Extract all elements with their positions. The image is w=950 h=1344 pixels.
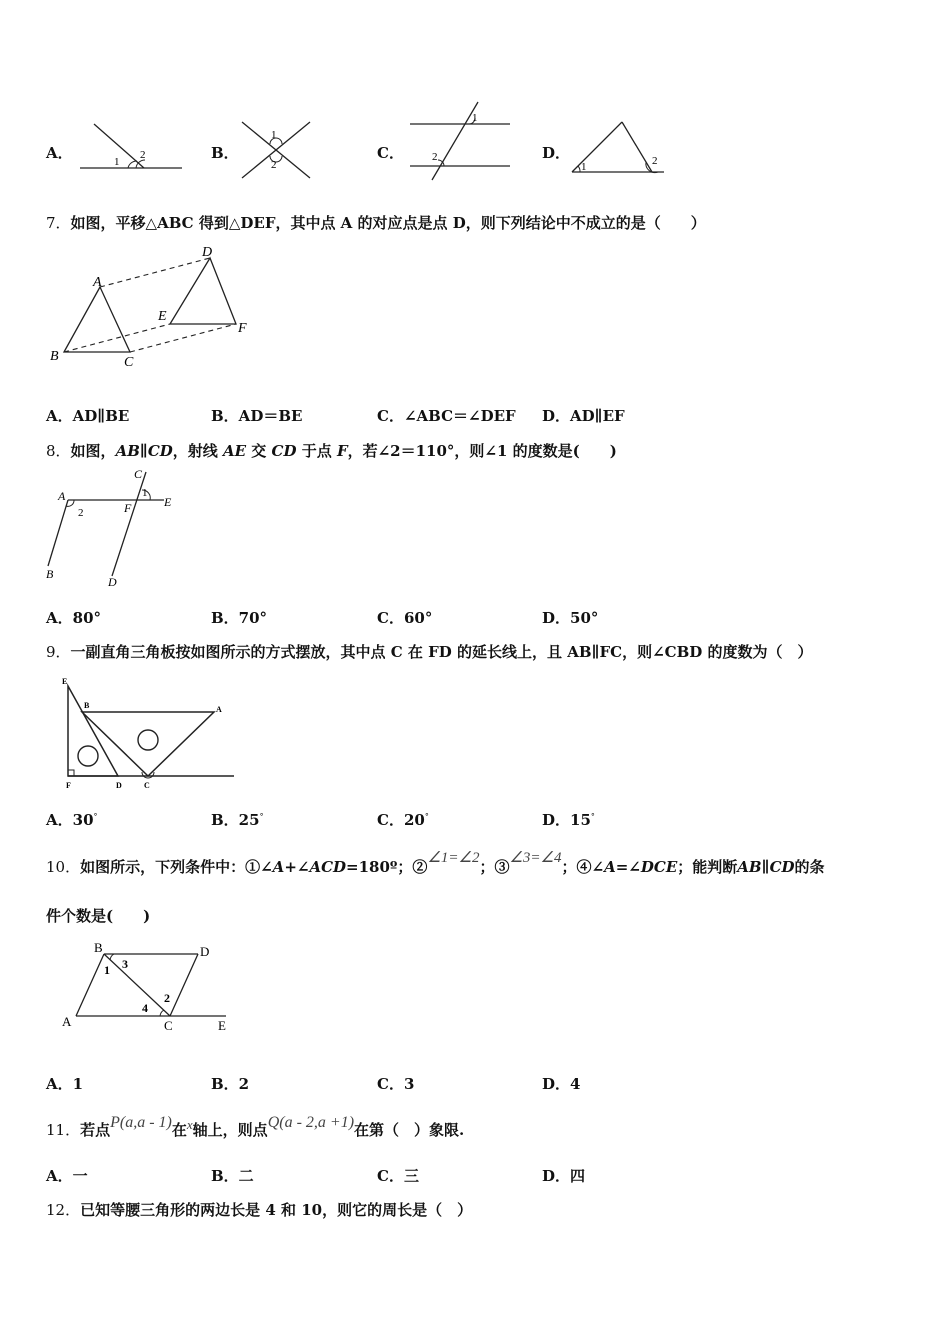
- q10-stem: 10．如图所示，下列条件中：①∠A+∠ACD=180º；②∠1=∠2；③∠3=∠4；④∠A=∠DCE；能判断AB∥CD的条: [46, 850, 825, 876]
- q6b-label-2: 2: [271, 159, 277, 171]
- q6a-label-1: 1: [114, 156, 120, 168]
- svg-text:E: E: [164, 495, 172, 509]
- svg-text:C: C: [124, 355, 134, 370]
- q11-stem: 11．若点P(a,a - 1)在x轴上，则点Q(a - 2,a +1)在第（ ）象限.: [46, 1114, 465, 1139]
- q9-option-c[interactable]: C．20°: [377, 811, 429, 829]
- q6b-label-1: 1: [271, 129, 277, 141]
- svg-text:C: C: [134, 467, 143, 481]
- q11-option-d[interactable]: D．四: [542, 1167, 586, 1185]
- q9-option-a[interactable]: A．30°: [46, 811, 98, 829]
- q6-option-c-figure: [408, 100, 514, 184]
- svg-text:B: B: [46, 567, 54, 581]
- q8-option-c[interactable]: C．60°: [377, 609, 433, 627]
- q8-option-b[interactable]: B．70°: [211, 609, 268, 627]
- svg-text:A: A: [62, 1014, 72, 1029]
- svg-text:E: E: [218, 1018, 226, 1033]
- q6c-label-1: 1: [472, 112, 478, 124]
- q10-option-c[interactable]: C．3: [377, 1075, 415, 1093]
- q8-stem: 8．如图，AB∥CD，射线 AE 交 CD 于点 F，若∠2＝110°，则∠1 的度数是( ): [46, 442, 617, 460]
- svg-text:A: A: [216, 705, 222, 714]
- svg-text:A: A: [93, 275, 102, 290]
- svg-text:B: B: [84, 701, 90, 710]
- svg-text:D: D: [116, 781, 122, 790]
- svg-text:1: 1: [104, 963, 110, 977]
- q6-option-d-figure: [568, 118, 668, 176]
- q12-stem: 12．已知等腰三角形的两边长是 4 和 10，则它的周长是（ ）: [46, 1201, 473, 1219]
- svg-text:F: F: [238, 321, 247, 336]
- q6d-label-2: 2: [652, 155, 658, 167]
- svg-text:B: B: [94, 940, 103, 955]
- svg-text:1: 1: [142, 487, 148, 499]
- q6a-label-2: 2: [140, 149, 146, 161]
- q9-figure: [60, 672, 240, 792]
- q11-option-b[interactable]: B．二: [211, 1167, 254, 1185]
- q6-option-d-label: D．: [542, 144, 571, 162]
- q10-option-b[interactable]: B．2: [211, 1075, 250, 1093]
- svg-text:4: 4: [142, 1001, 148, 1015]
- q8-figure: [44, 466, 184, 590]
- q8-option-a[interactable]: A．80°: [46, 609, 102, 627]
- q9-option-b[interactable]: B．25°: [211, 811, 264, 829]
- svg-text:D: D: [108, 575, 117, 589]
- q7-figure: [44, 242, 264, 370]
- svg-text:C: C: [144, 781, 150, 790]
- q10-stem-line2: 件个数是( ): [46, 907, 151, 925]
- svg-text:2: 2: [164, 991, 170, 1005]
- q9-option-d[interactable]: D．15°: [542, 811, 595, 829]
- svg-text:3: 3: [122, 957, 128, 971]
- q6-option-a-figure: [78, 118, 186, 174]
- svg-text:C: C: [164, 1018, 173, 1033]
- q7-option-d[interactable]: D．AD∥EF: [542, 407, 625, 425]
- q6-option-a-label: A．: [46, 144, 73, 162]
- q6d-label-1: 1: [581, 161, 587, 173]
- q7-stem: 7．如图，平移△ABC 得到△DEF，其中点 A 的对应点是点 D，则下列结论中不成立的是（ ）: [46, 214, 706, 232]
- svg-text:D: D: [202, 245, 213, 260]
- svg-text:E: E: [158, 309, 167, 324]
- svg-text:2: 2: [78, 507, 84, 519]
- q7-option-b[interactable]: B．AD＝BE: [211, 407, 303, 425]
- q10-option-d[interactable]: D．4: [542, 1075, 581, 1093]
- q6-option-c-label: C．: [377, 144, 404, 162]
- q6c-label-2: 2: [432, 151, 438, 163]
- q9-stem: 9．一副直角三角板按如图所示的方式摆放，其中点 C 在 FD 的延长线上，且 AB∥FC，则∠CBD 的度数为（ ）: [46, 643, 813, 661]
- q6-option-b-figure: [238, 118, 316, 182]
- svg-text:F: F: [66, 781, 71, 790]
- q6-option-b-label: B．: [211, 144, 239, 162]
- q10-figure: [58, 940, 238, 1036]
- svg-text:F: F: [124, 501, 132, 515]
- q7-option-a[interactable]: A．AD∥BE: [46, 407, 130, 425]
- svg-text:D: D: [200, 944, 210, 959]
- q8-option-d[interactable]: D．50°: [542, 609, 599, 627]
- q7-option-c[interactable]: C．∠ABC＝∠DEF: [377, 407, 516, 425]
- svg-text:A: A: [58, 489, 66, 503]
- svg-text:B: B: [50, 349, 59, 364]
- q11-option-c[interactable]: C．三: [377, 1167, 419, 1185]
- q10-option-a[interactable]: A．1: [46, 1075, 84, 1093]
- svg-text:E: E: [62, 677, 68, 686]
- q11-option-a[interactable]: A．一: [46, 1167, 88, 1185]
